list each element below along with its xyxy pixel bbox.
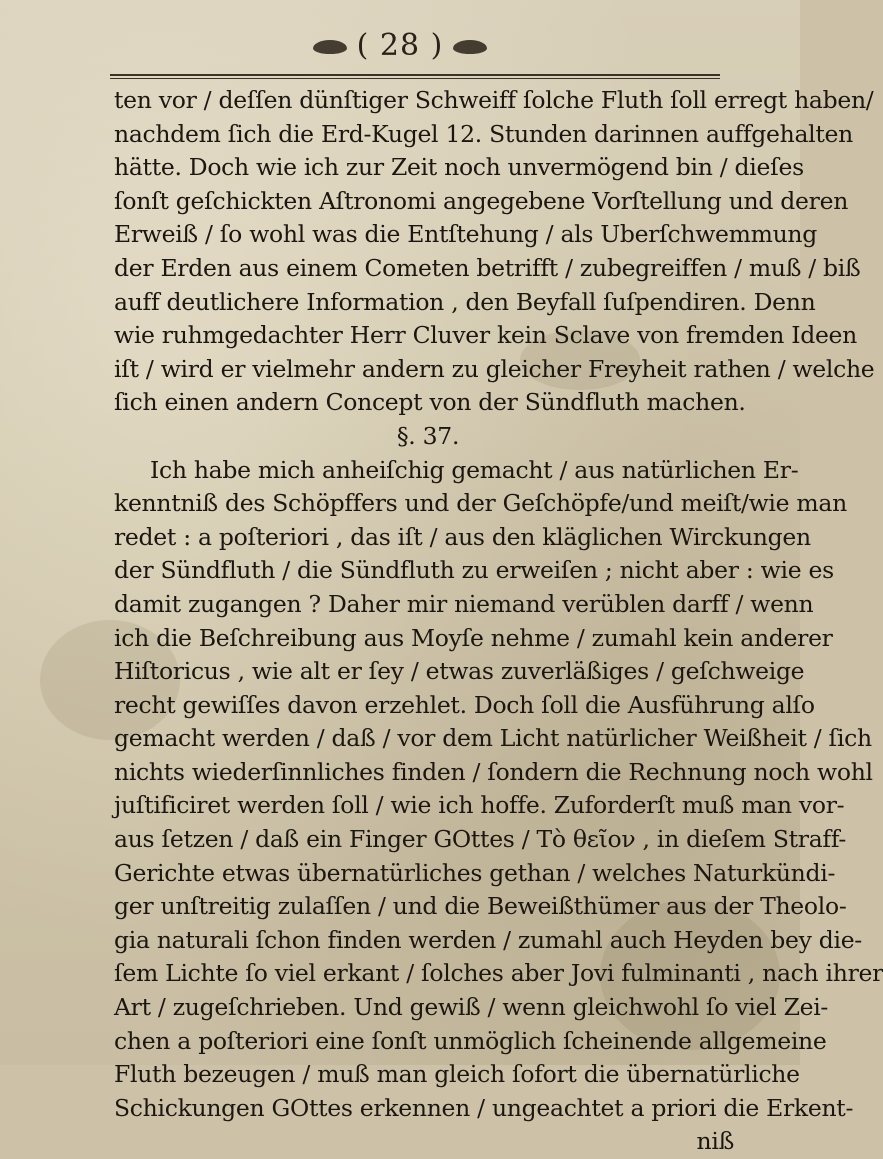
header-rule	[110, 74, 720, 79]
text-line: Erweiß / ſo wohl was die Entſtehung / als Uberſchwemmung	[114, 220, 818, 249]
text-line: Fluth bezeugen / muß man gleich ſofort die übernatürliche	[114, 1060, 800, 1089]
section-heading: §. 37.	[396, 421, 460, 450]
ornament-right-icon	[453, 40, 487, 54]
text-line: Schickungen GOttes erkennen / ungeachtet a priori die Erkent-	[114, 1093, 854, 1122]
text-line: hätte. Doch wie ich zur Zeit noch unvermögend bin / dieſes	[114, 153, 804, 182]
text-line: chen a poſteriori eine ſonſt unmöglich ſcheinende allgemeine	[114, 1026, 827, 1055]
text-line: auff deutlichere Information , den Beyfall ſuſpendiren. Denn	[114, 287, 816, 316]
ornament-left-icon	[313, 40, 347, 54]
text-line: der Sündfluth / die Sündfluth zu erweiſen ; nicht aber : wie es	[114, 556, 834, 585]
text-line: Gerichte etwas übernatürliches gethan / welches Naturkündi-	[114, 858, 836, 887]
text-line: redet : a poſteriori , das iſt / aus den kläglichen Wirckungen	[114, 522, 811, 551]
text-line: gemacht werden / daß / vor dem Licht natürlicher Weißheit / ſich	[114, 724, 872, 753]
text-line: ten vor / deſſen dünſtiger Schweiff ſolche Fluth ſoll erregt haben/	[114, 86, 874, 114]
text-line: Hiſtoricus , wie alt er ſey / etwas zuverläßiges / geſchweige	[114, 657, 805, 686]
text-line: ſich einen andern Concept von der Sündfluth machen.	[114, 388, 746, 417]
text-line: Ich habe mich anheiſchig gemacht / aus natürlichen Er-	[150, 455, 799, 484]
text-line: ſonſt geſchickten Aſtronomi angegebene Vorſtellung und deren	[114, 186, 849, 215]
text-line: nichts wiederſinnliches finden / ſondern die Rechnung noch wohl	[114, 757, 873, 786]
catchword: niß	[696, 1127, 734, 1156]
text-line: damit zugangen ? Daher mir niemand verüblen darff / wenn	[114, 589, 814, 618]
page-number: ( 28 )	[356, 28, 444, 63]
text-line: Art / zugeſchrieben. Und gewiß / wenn gleichwohl ſo viel Zei-	[114, 993, 829, 1022]
text-line: nachdem ſich die Erd-Kugel 12. Stunden darinnen auffgehalten	[114, 119, 853, 148]
text-line: wie ruhmgedachter Herr Cluver kein Sclave von fremden Ideen	[114, 321, 857, 350]
text-line: aus ſetzen / daß ein Finger GOttes / Τὸ θεῖον , in dieſem Straff-	[114, 825, 847, 854]
text-line: der Erden aus einem Cometen betrifft / zubegreiffen / muß / biß	[114, 253, 861, 282]
text-line: recht gewiſſes davon erzehlet. Doch ſoll die Ausführung alſo	[114, 690, 815, 719]
text-line: kenntniß des Schöpffers und der Geſchöpfe/und meiſt/wie man	[114, 489, 847, 518]
body-text	[114, 84, 883, 1159]
text-line: gia naturali ſchon finden werden / zumahl auch Heyden bey die-	[114, 925, 862, 954]
text-line: juſtificiret werden ſoll / wie ich hoffe. Zuforderſt muß man vor-	[114, 791, 845, 820]
text-line: iſt / wird er vielmehr andern zu gleicher Freyheit rathen / welche	[114, 354, 875, 383]
page-header	[0, 28, 800, 63]
text-line: ich die Beſchreibung aus Moyſe nehme / zumahl kein anderer	[114, 623, 833, 652]
text-line: ſem Lichte ſo viel erkant / ſolches aber Jovi fulminanti , nach ihrer	[114, 959, 883, 988]
text-line: ger unſtreitig zulaſſen / und die Beweißthümer aus der Theolo-	[114, 892, 847, 921]
